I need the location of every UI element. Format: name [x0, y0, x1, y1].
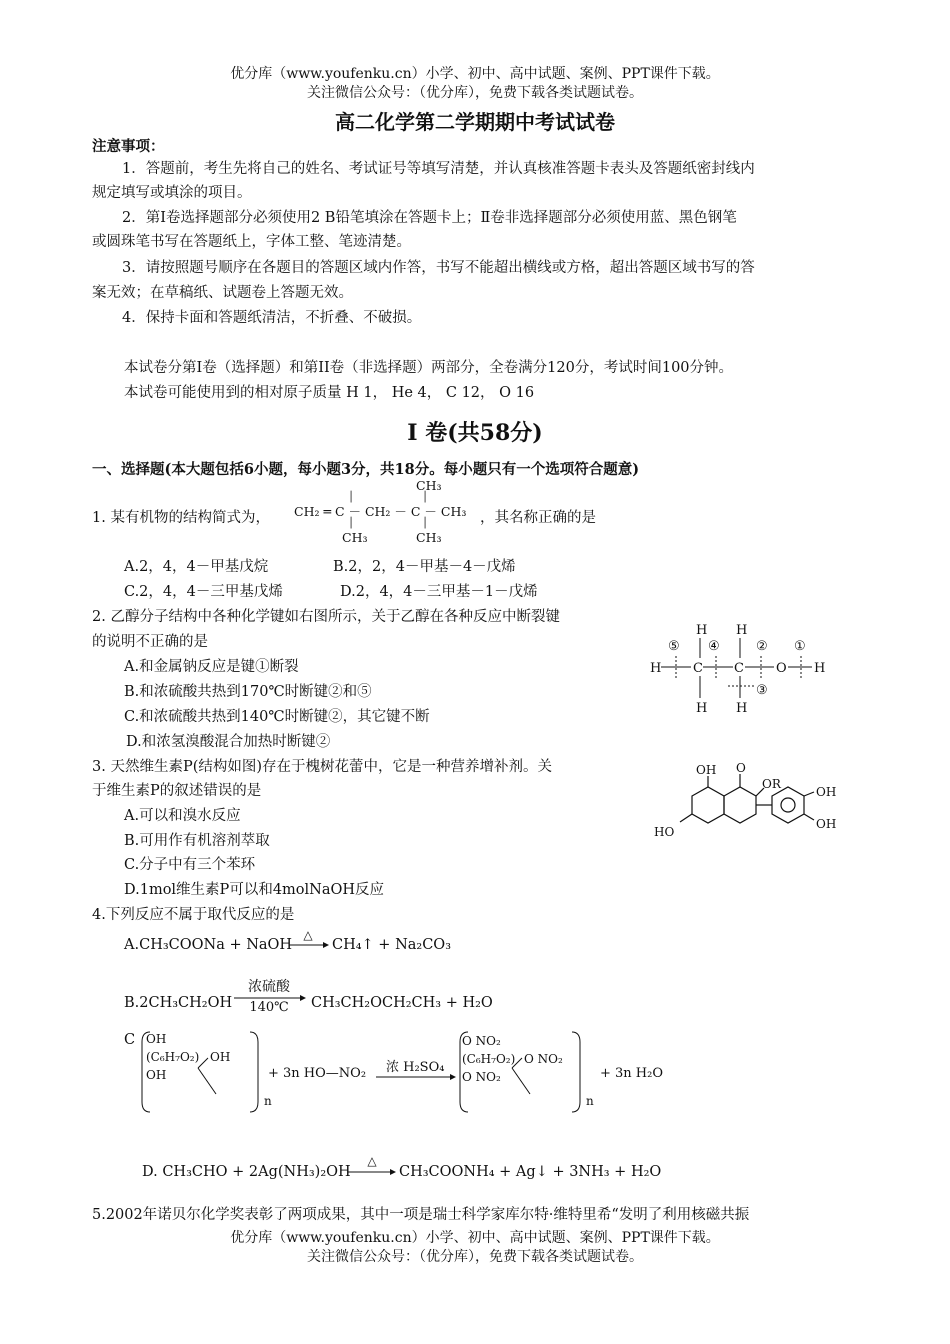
notice-item: 3．请按照题号顺序在各题目的答题区域内作答，书写不能超出横线或方格，超出答题区域书写的答	[122, 260, 755, 276]
struct-label: OH	[816, 785, 837, 799]
section-heading: 一、选择题(本大题包括6小题，每小题3分，共18分。每小题只有一个选项符合题意)	[92, 461, 640, 478]
q4-b-condition-bottom: 140℃	[249, 1000, 289, 1015]
q4-d-condition: △	[367, 1154, 377, 1168]
struct-label: O	[736, 762, 746, 775]
q3-option-b: B.可用作有机溶剂萃取	[124, 833, 270, 849]
q4-d-left: CH₃CHO + 2Ag(NH₃)₂OH	[162, 1164, 351, 1180]
q4-a-label: A.	[124, 937, 140, 953]
q4-a-condition: △	[303, 928, 313, 942]
q1-struct-bottom-1: CH₃	[342, 530, 368, 545]
q4-b-right: CH₃CH₂OCH₂CH₃ + H₂O	[311, 995, 493, 1011]
svg-text:H: H	[650, 661, 662, 676]
struct-label: OR	[762, 777, 781, 791]
q1-option-d: D.2，4，4－三甲基－1－戊烯	[340, 584, 538, 600]
q4-c-right-line: O NO₂	[524, 1052, 563, 1066]
q1-struct-bottom-2: CH₃	[416, 530, 442, 545]
footer-line-1: 优分库（www.youfenku.cn）小学、初中、高中试题、案例、PPT课件下载。	[230, 1230, 720, 1246]
q1-structure: CH₃ CH₂ ═ C － CH₂ － C － CH₃ CH₃ CH₃ │ │ │ │	[294, 478, 467, 545]
q3-option-d: D.1mol维生素P可以和4molNaOH反应	[124, 882, 385, 898]
q1-struct-top: CH₃	[416, 478, 442, 493]
q4-c-right-line: (C₆H₇O₂)	[462, 1052, 516, 1066]
q4-c-right-line: O NO₂	[462, 1034, 501, 1048]
reaction-arrow	[376, 1072, 456, 1082]
q4-c-label: C	[124, 1032, 136, 1048]
notice-item: 2．第Ⅰ卷选择题部分必须使用2 B铅笔填涂在答题卡上；Ⅱ卷非选择题部分必须使用蓝、黑色钢笔	[122, 210, 737, 226]
bond-label: ③	[756, 683, 768, 698]
notice-item: 1．答题前，考生先将自己的姓名、考试证号等填写清楚，并认真核准答题卡表头及答题纸密封线内	[122, 161, 755, 177]
reaction-arrow	[348, 1167, 396, 1177]
q1-stem-end: ，其名称正确的是	[480, 510, 596, 526]
q4-d-label: D.	[142, 1164, 158, 1180]
q2-option-c: C.和浓硫酸共热到140℃时断键②，其它键不断	[124, 709, 430, 725]
notice-item: 4．保持卡面和答题纸清洁，不折叠、不破损。	[122, 310, 422, 326]
q4-b-left: 2CH₃CH₂OH	[139, 995, 233, 1011]
bond-label: ①	[794, 639, 806, 654]
header-line-1: 优分库（www.youfenku.cn）小学、初中、高中试题、案例、PPT课件下载。	[230, 66, 720, 82]
svg-text:C: C	[693, 661, 703, 676]
bond-label: ④	[708, 639, 720, 654]
svg-text:H: H	[814, 661, 826, 676]
svg-text:C: C	[734, 661, 744, 676]
q4-c-condition: 浓 H₂SO₄	[386, 1060, 445, 1075]
q4-stem: 4.下列反应不属于取代反应的是	[92, 907, 295, 923]
bond-label: ②	[756, 639, 768, 654]
intro-line-2: 本试卷可能使用到的相对原子质量 H 1， He 4， C 12， O 16	[124, 385, 535, 401]
page-title: 高二化学第二学期期中考试试卷	[335, 110, 615, 134]
q4-a	[124, 933, 292, 957]
bond-label: ⑤	[668, 639, 680, 654]
q2-stem-2: 的说明不正确的是	[92, 634, 208, 650]
q4-c-left-line: OH	[146, 1032, 167, 1046]
q2-stem-1: 2. 乙醇分子结构中各种化学键如右图所示，关于乙醇在各种反应中断裂键	[92, 609, 560, 625]
q2-option-d: D.和浓氢溴酸混合加热时断键②	[126, 734, 331, 750]
q3-stem-1: 3. 天然维生素P(结构如图)存在于槐树花蕾中，它是一种营养增补剂。关	[92, 759, 553, 775]
reaction-arrow	[289, 940, 329, 950]
notice-item: 规定填写或填涂的项目。	[92, 185, 252, 201]
svg-text:H: H	[736, 623, 748, 638]
q4-d	[142, 1160, 351, 1184]
struct-label: HO	[654, 825, 675, 839]
q3-option-c: C.分子中有三个苯环	[124, 857, 256, 873]
footer-line-2: 关注微信公众号：（优分库），免费下载各类试题试卷。	[307, 1249, 643, 1265]
q5-stem: 5.2002年诺贝尔化学奖表彰了两项成果，其中一项是瑞士科学家库尔特·维特里希“发明了利用核磁共振	[92, 1207, 750, 1223]
q2-option-b: B.和浓硫酸共热到170℃时断键②和⑤	[124, 684, 372, 700]
svg-text:H: H	[696, 701, 708, 716]
q4-c-n: n	[264, 1094, 272, 1108]
svg-text:H: H	[736, 701, 748, 716]
q4-b	[124, 991, 232, 1015]
q4-c-n: n	[586, 1094, 594, 1108]
struct-label: OH	[696, 763, 717, 777]
svg-text:H: H	[696, 623, 708, 638]
q1-stem: 1. 某有机物的结构简式为，	[92, 510, 270, 526]
struct-label: OH	[816, 817, 837, 831]
section-title: Ⅰ 卷(共58分)	[407, 420, 543, 446]
notice-item: 或圆珠笔书写在答题纸上，字体工整、笔迹清楚。	[92, 234, 411, 250]
q1-struct-mid: CH₂ ═ C － CH₂ － C － CH₃	[294, 504, 467, 519]
q4-c-product: + 3n H₂O	[600, 1066, 664, 1081]
q3-stem-2: 于维生素P的叙述错误的是	[92, 783, 262, 799]
q4-b-label: B.	[124, 995, 140, 1011]
q4-c-reagent: + 3n HO—NO₂	[268, 1066, 367, 1081]
vitamin-p-structure-diagram	[652, 762, 842, 844]
ethanol-structure-diagram	[648, 620, 838, 720]
q1-option-a: A.2，4，4－甲基戊烷	[124, 559, 269, 575]
q4-c-left-line: OH	[146, 1068, 167, 1082]
q4-c-left-line: (C₆H₇O₂)	[146, 1050, 200, 1064]
q2-option-a: A.和金属钠反应是键①断裂	[124, 659, 299, 675]
intro-line-1: 本试卷分第Ⅰ卷（选择题）和第II卷（非选择题）两部分，全卷满分120分，考试时间100分钟。	[124, 360, 734, 376]
q1-option-c: C.2，4，4－三甲基戊烯	[124, 584, 283, 600]
q4-a-right: CH₄↑ + Na₂CO₃	[332, 937, 452, 953]
notice-heading: 注意事项：	[92, 138, 165, 155]
q4-a-left: CH₃COONa + NaOH	[139, 937, 293, 953]
notice-item: 案无效；在草稿纸、试题卷上答题无效。	[92, 285, 353, 301]
q1-option-b: B.2，2，4－甲基－4－戊烯	[333, 559, 516, 575]
q4-b-condition-top: 浓硫酸	[248, 979, 290, 995]
q4-c-left-line: OH	[210, 1050, 231, 1064]
svg-text:O: O	[776, 661, 787, 676]
q4-c-right-line: O NO₂	[462, 1070, 501, 1084]
q4-d-right: CH₃COONH₄ + Ag↓ + 3NH₃ + H₂O	[399, 1164, 662, 1180]
header-line-2: 关注微信公众号：（优分库），免费下载各类试题试卷。	[307, 85, 643, 101]
q3-option-a: A.可以和溴水反应	[124, 808, 241, 824]
